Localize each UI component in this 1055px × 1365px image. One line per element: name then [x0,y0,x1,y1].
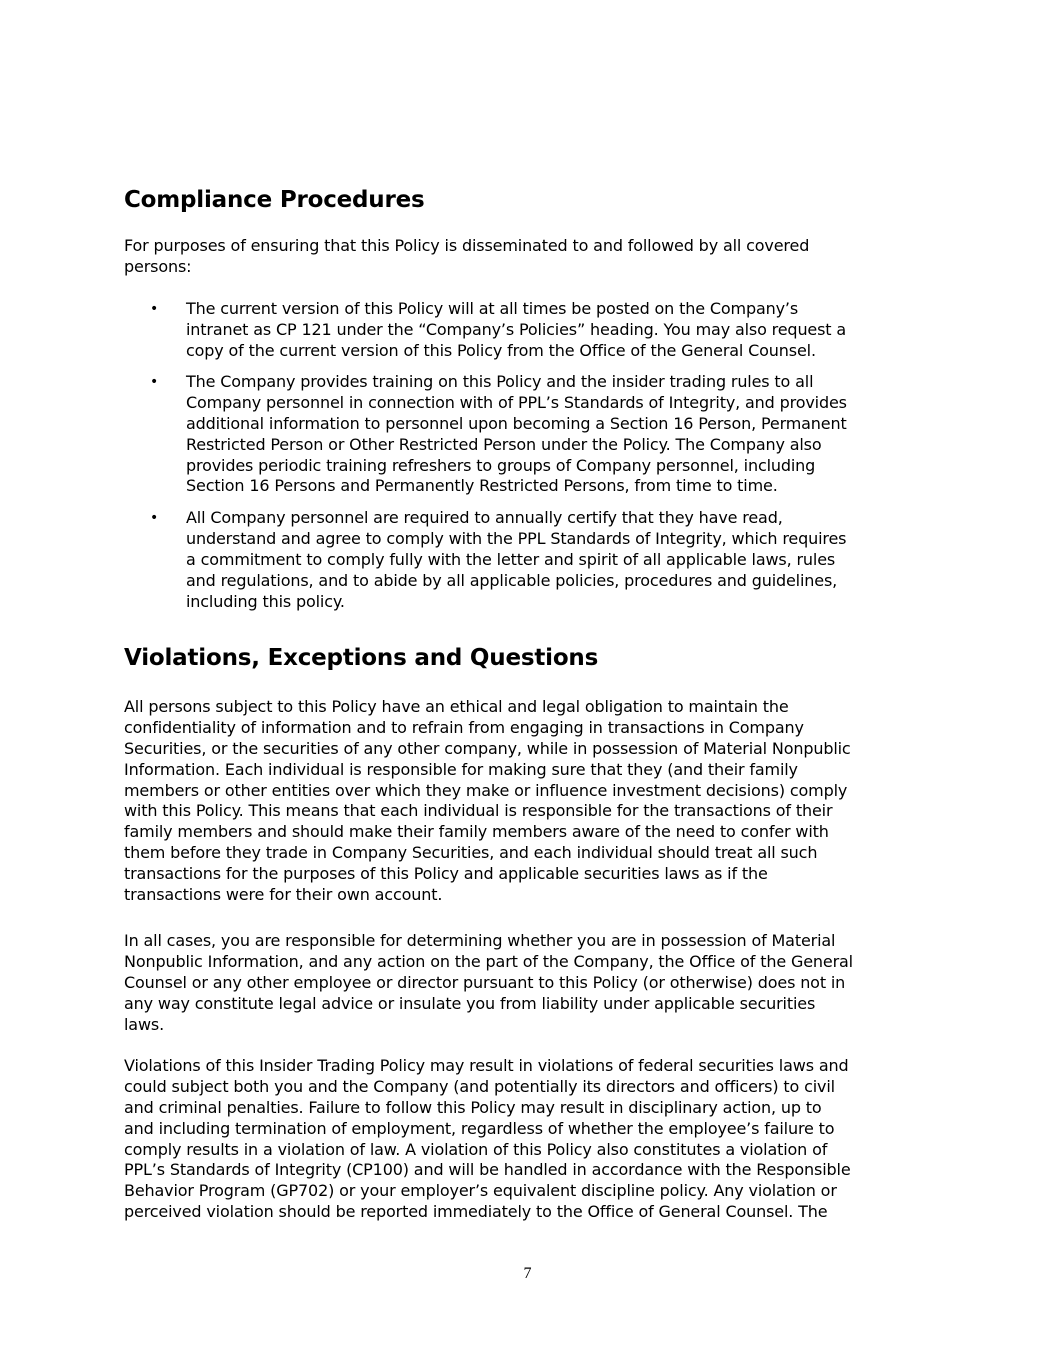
section-heading-violations-exceptions-questions: Violations, Exceptions and Questions [124,645,599,671]
bullet-text [186,372,847,497]
page-number: 7 [523,1265,532,1282]
text-line: could subject both you and the Company (and potentially its directors and officers) to civil [124,1076,835,1096]
text-line: For purposes of ensuring that this Policy is disseminated to and followed by all covered [124,236,810,255]
bullet-text [186,299,846,362]
text-line: All persons subject to this Policy have an ethical and legal obligation to maintain the [124,697,789,716]
text-line: perceived violation should be reported immediately to the Office of General Counsel. The [124,1202,828,1222]
text-line: Section 16 Persons and Permanently Restricted Persons, from time to time. [186,476,778,496]
text-line: including this policy. [186,591,345,611]
text-line: The Company provides training on this Policy and the insider trading rules to all [186,372,814,391]
text-line: provides periodic training refreshers to groups of Company personnel, including [186,455,816,475]
text-line: In all cases, you are responsible for determining whether you are in possession of Material [124,931,836,950]
text-line: and criminal penalties. Failure to follow this Policy may result in disciplinary action, up to [124,1097,822,1117]
text-line: Violations of this Insider Trading Policy may result in violations of federal securities laws and [124,1056,849,1075]
text-line: comply results in a violation of law. A violation of this Policy also constitutes a violation of [124,1139,828,1159]
text-line: and including termination of employment, regardless of whether the employee’s failure to [124,1118,835,1138]
text-line: additional information to personnel upon becoming a Section 16 Person, Permanent [186,413,847,433]
section-heading-compliance-procedures: Compliance Procedures [124,187,425,213]
text-line: any way constitute legal advice or insulate you from liability under applicable securities [124,993,816,1013]
compliance-intro-paragraph [124,236,809,278]
text-line: Securities, or the securities of any other company, while in possession of Material Nonpublic [124,738,851,758]
text-line: confidentiality of information and to refrain from engaging in transactions in Company [124,717,804,737]
bullet-icon: • [150,301,159,317]
bullet-icon: • [150,510,159,526]
text-line: All Company personnel are required to annually certify that they have read, [186,508,783,527]
text-line: intranet as CP 121 under the “Company’s Policies” heading. You may also request a [186,319,847,339]
text-line: them before they trade in Company Securities, and each individual should treat all such [124,843,818,863]
text-line: Counsel or any other employee or director pursuant to this Policy (or otherwise) does not in [124,972,846,992]
obligation-paragraph [124,697,851,906]
text-line: The current version of this Policy will at all times be posted on the Company’s [186,299,799,318]
text-line: Nonpublic Information, and any action on the part of the Company, the Office of the General [124,951,853,971]
text-line: Company personnel in connection with of PPL’s Standards of Integrity, and provides [186,392,847,412]
bullet-text [186,508,846,612]
text-line: and regulations, and to abide by all applicable policies, procedures and guidelines, [186,570,838,590]
text-line: laws. [124,1014,165,1034]
text-line: transactions were for their own account. [124,885,443,905]
text-line: family members and should make their family members aware of the need to confer with [124,822,829,842]
text-line: with this Policy. This means that each individual is responsible for the transactions of their [124,801,833,821]
responsibility-paragraph [124,931,853,1035]
text-line: persons: [124,256,192,276]
text-line: Information. Each individual is responsible for making sure that they (and their family [124,759,798,779]
text-line: Restricted Person or Other Restricted Person under the Policy. The Company also [186,434,822,454]
violations-paragraph [124,1056,851,1223]
bullet-icon: • [150,374,159,390]
text-line: transactions for the purposes of this Policy and applicable securities laws as if the [124,864,768,884]
text-line: a commitment to comply fully with the letter and spirit of all applicable laws, rules [186,549,836,569]
text-line: members or other entities over which they make or influence investment decisions) comply [124,780,848,800]
text-line: copy of the current version of this Policy from the Office of the General Counsel. [186,340,816,360]
text-line: PPL’s Standards of Integrity (CP100) and will be handled in accordance with the Responsible [124,1160,851,1180]
text-line: understand and agree to comply with the PPL Standards of Integrity, which requires [186,528,847,548]
text-line: Behavior Program (GP702) or your employer’s equivalent discipline policy. Any violation or [124,1181,837,1201]
